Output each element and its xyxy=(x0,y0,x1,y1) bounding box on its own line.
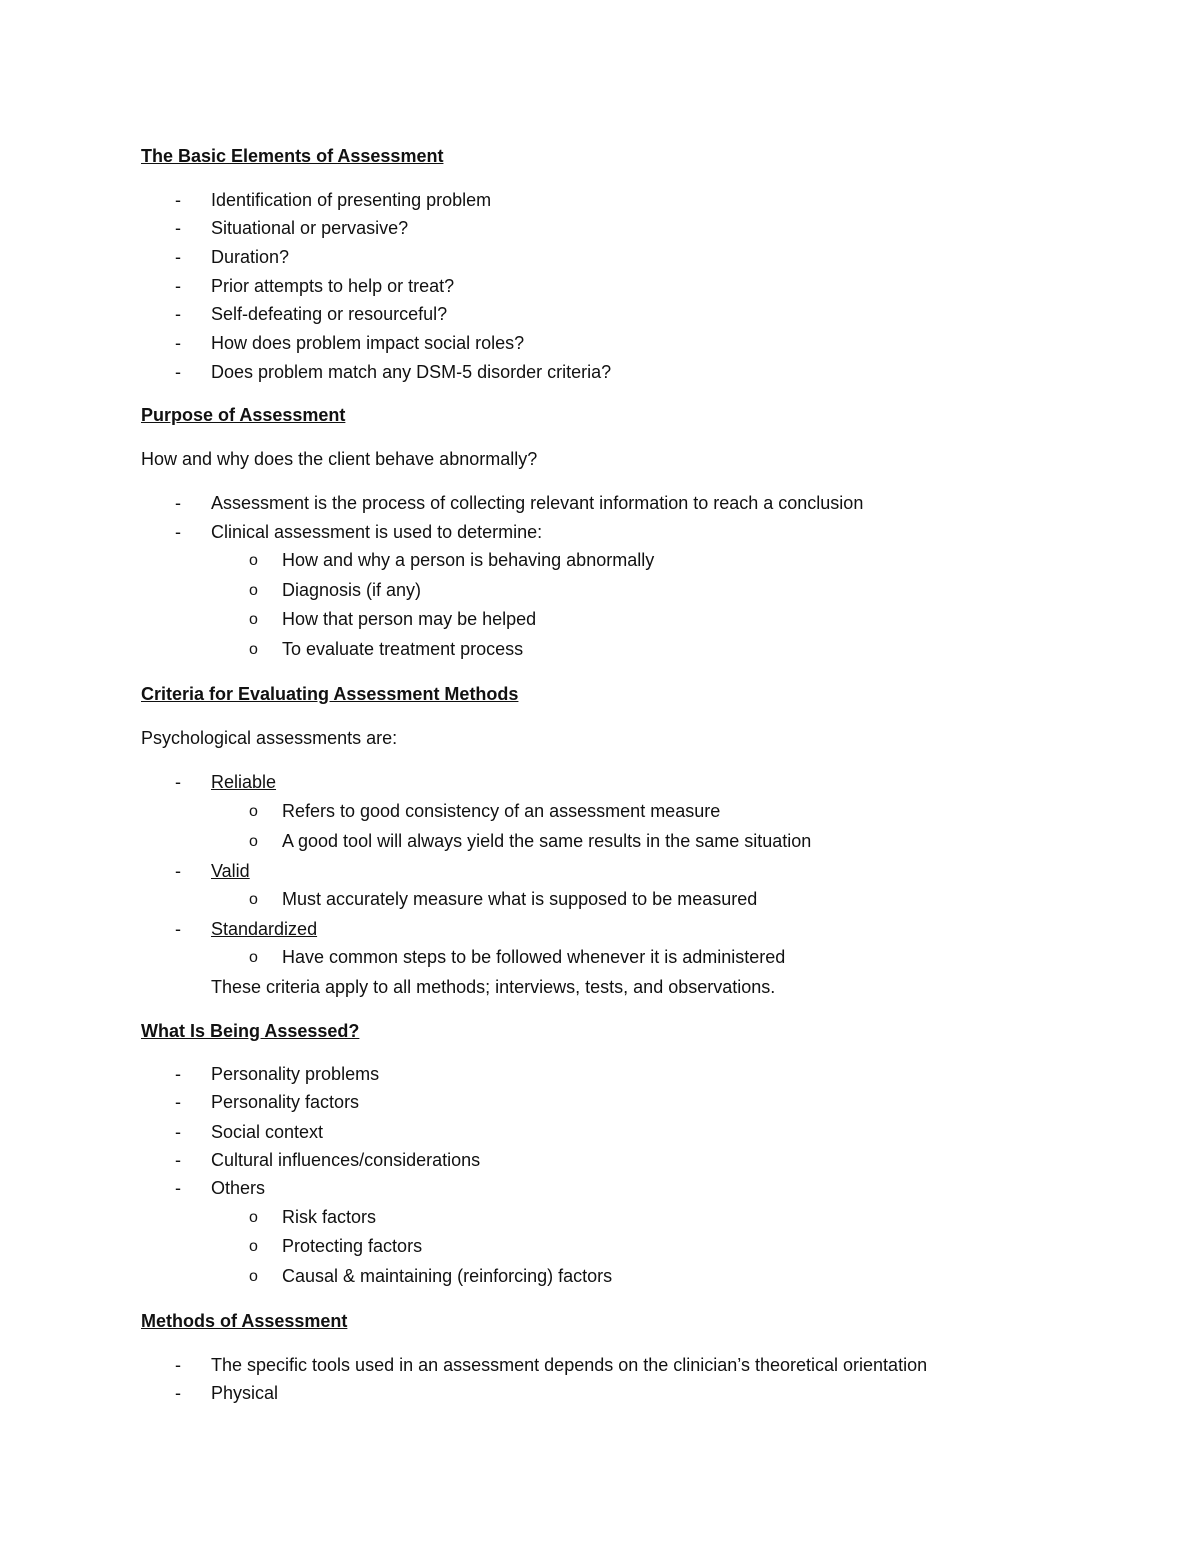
criterion-valid: Valid xyxy=(211,861,250,881)
section-heading-basic-elements: The Basic Elements of Assessment xyxy=(141,146,444,166)
list-item: Does problem match any DSM-5 disorder criteria? xyxy=(211,362,612,382)
circle-bullet: o xyxy=(249,803,258,820)
list-item: Physical xyxy=(211,1383,279,1403)
dash-bullet: - xyxy=(175,1122,181,1142)
circle-bullet: o xyxy=(249,949,258,966)
dash-bullet: - xyxy=(175,1150,181,1170)
dash-bullet: - xyxy=(175,247,181,267)
paragraph: Psychological assessments are: xyxy=(141,728,398,748)
sub-list-item: A good tool will always yield the same results in the same situation xyxy=(282,831,812,851)
criterion-reliable: Reliable xyxy=(211,772,277,792)
dash-bullet: - xyxy=(175,190,181,210)
circle-bullet: o xyxy=(249,833,258,850)
sub-list-item: How and why a person is behaving abnormally xyxy=(282,550,655,570)
section-heading-methods: Methods of Assessment xyxy=(141,1311,348,1331)
list-item: Prior attempts to help or treat? xyxy=(211,276,455,296)
circle-bullet: o xyxy=(249,582,258,599)
circle-bullet: o xyxy=(249,1209,258,1226)
circle-bullet: o xyxy=(249,891,258,908)
sub-list-item: Must accurately measure what is supposed to be measured xyxy=(282,889,758,909)
list-item: Duration? xyxy=(211,247,290,267)
dash-bullet: - xyxy=(175,861,181,881)
sub-list-item: Have common steps to be followed whenever it is administered xyxy=(282,947,786,967)
list-item: Clinical assessment is used to determine: xyxy=(211,522,543,542)
paragraph: How and why does the client behave abnormally? xyxy=(141,449,538,469)
list-item: Situational or pervasive? xyxy=(211,218,409,238)
dash-bullet: - xyxy=(175,1092,181,1112)
dash-bullet: - xyxy=(175,304,181,324)
sub-list-item: Risk factors xyxy=(282,1207,377,1227)
dash-bullet: - xyxy=(175,522,181,542)
circle-bullet: o xyxy=(249,1238,258,1255)
dash-bullet: - xyxy=(175,333,181,353)
list-item: Assessment is the process of collecting relevant information to reach a conclusion xyxy=(211,493,864,513)
dash-bullet: - xyxy=(175,919,181,939)
list-item: How does problem impact social roles? xyxy=(211,333,525,353)
dash-bullet: - xyxy=(175,1383,181,1403)
dash-bullet: - xyxy=(175,1355,181,1375)
criteria-note: These criteria apply to all methods; interviews, tests, and observations. xyxy=(211,977,776,997)
circle-bullet: o xyxy=(249,641,258,658)
sub-list-item: Refers to good consistency of an assessment measure xyxy=(282,801,721,821)
section-heading-what-assessed: What Is Being Assessed? xyxy=(141,1021,360,1041)
list-item: Others xyxy=(211,1178,266,1198)
list-item: Cultural influences/considerations xyxy=(211,1150,481,1170)
circle-bullet: o xyxy=(249,611,258,628)
list-item: Personality factors xyxy=(211,1092,360,1112)
sub-list-item: Protecting factors xyxy=(282,1236,423,1256)
circle-bullet: o xyxy=(249,552,258,569)
dash-bullet: - xyxy=(175,1178,181,1198)
list-item: The specific tools used in an assessment depends on the clinician’s theoretical orientation xyxy=(211,1355,928,1375)
section-heading-criteria: Criteria for Evaluating Assessment Methods xyxy=(141,684,519,704)
sub-list-item: Diagnosis (if any) xyxy=(282,580,422,600)
sub-list-item: Causal & maintaining (reinforcing) factors xyxy=(282,1266,613,1286)
list-item: Identification of presenting problem xyxy=(211,190,492,210)
dash-bullet: - xyxy=(175,362,181,382)
section-heading-purpose: Purpose of Assessment xyxy=(141,405,346,425)
dash-bullet: - xyxy=(175,1064,181,1084)
dash-bullet: - xyxy=(175,218,181,238)
dash-bullet: - xyxy=(175,493,181,513)
sub-list-item: To evaluate treatment process xyxy=(282,639,524,659)
criterion-standardized: Standardized xyxy=(211,919,318,939)
circle-bullet: o xyxy=(249,1268,258,1285)
dash-bullet: - xyxy=(175,772,181,792)
list-item: Personality problems xyxy=(211,1064,380,1084)
sub-list-item: How that person may be helped xyxy=(282,609,537,629)
list-item: Self-defeating or resourceful? xyxy=(211,304,448,324)
list-item: Social context xyxy=(211,1122,324,1142)
dash-bullet: - xyxy=(175,276,181,296)
